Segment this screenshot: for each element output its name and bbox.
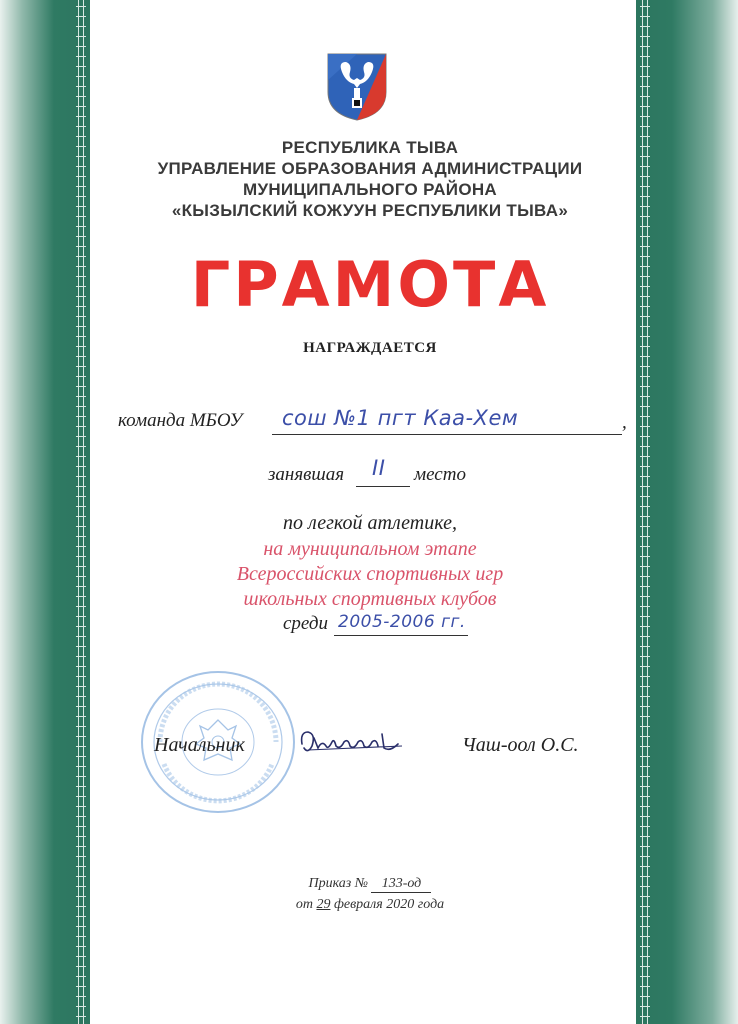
order-number: 133-од — [371, 876, 431, 893]
discipline-text: по легкой атлетике, — [283, 512, 457, 534]
team-trailing-comma: , — [622, 412, 627, 433]
among-handwritten-value: 2005-2006 гг. — [338, 612, 466, 632]
handwritten-signature — [298, 724, 408, 760]
frame-left-ornament — [76, 0, 86, 1024]
coat-of-arms-icon — [326, 52, 388, 122]
among-underline — [334, 635, 468, 636]
team-handwritten-value: сош №1 пгт Каа-Хем — [282, 406, 519, 430]
order-date-day: 29 — [316, 897, 331, 912]
frame-right-ornament — [640, 0, 650, 1024]
event-line-3: школьных спортивных клубов — [243, 588, 497, 610]
certificate-title: ГРАМОТА — [190, 248, 550, 321]
header-line-kozhuun: «КЫЗЫЛСКИЙ КОЖУУН РЕСПУБЛИКИ ТЫВА» — [171, 201, 569, 220]
order-date-line — [100, 897, 640, 913]
event-line-2: Всероссийских спортивных игр — [236, 563, 504, 585]
awarded-label: НАГРАЖДАЕТСЯ — [303, 340, 437, 356]
signatory-name: Чаш-оол О.С. — [462, 734, 579, 756]
team-label: команда МБОУ — [118, 410, 243, 431]
event-line-1: на муниципальном этапе — [263, 538, 477, 560]
place-label-before: занявшая — [268, 464, 345, 485]
header-line-department: УПРАВЛЕНИЕ ОБРАЗОВАНИЯ АДМИНИСТРАЦИИ — [157, 159, 583, 178]
place-label-after: место — [414, 464, 466, 485]
order-line — [100, 876, 640, 893]
header-line-district: МУНИЦИПАЛЬНОГО РАЙОНА — [243, 180, 497, 199]
among-label: среди — [283, 613, 329, 634]
order-date-prefix: от — [295, 897, 313, 912]
frame-right — [636, 0, 738, 1024]
place-handwritten-value: II — [372, 456, 386, 480]
signatory-role: Начальник — [154, 734, 245, 756]
header-line-republic: РЕСПУБЛИКА ТЫВА — [281, 138, 459, 157]
team-underline — [272, 434, 622, 435]
order-prefix: Приказ № — [308, 876, 368, 891]
order-date-rest: февраля 2020 года — [333, 897, 445, 912]
place-underline — [356, 486, 410, 487]
